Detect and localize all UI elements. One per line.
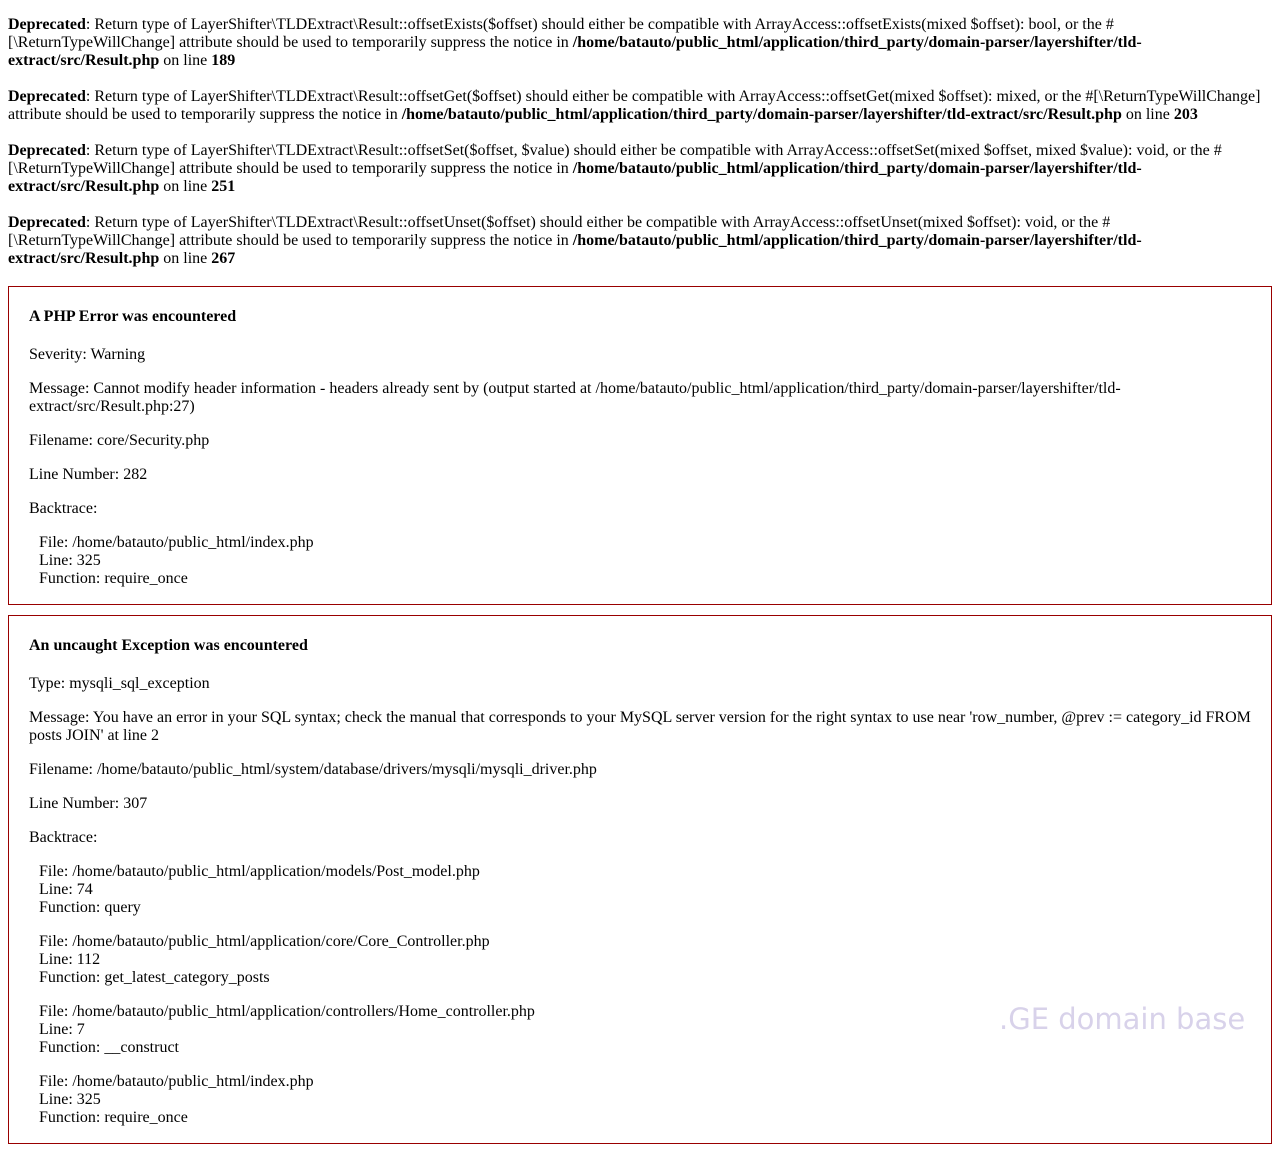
- deprecated-notice: [8, 16, 1272, 70]
- backtrace-function: Function: require_once: [39, 570, 188, 587]
- backtrace-function: Function: get_latest_category_posts: [39, 969, 270, 986]
- backtrace-file: File: /home/batauto/public_html/index.php: [39, 534, 314, 551]
- php-error-box: [8, 286, 1272, 605]
- backtrace-entry: [39, 863, 1251, 917]
- backtrace-entry: [39, 933, 1251, 987]
- deprecated-notice: [8, 214, 1272, 268]
- backtrace-line: Line: 112: [39, 951, 101, 968]
- deprecated-message: : Return type of LayerShifter\TLDExtract\Result::offsetGet($offset) should either be compatible with ArrayAccess::offsetGet(mixed $offset): mixed, or the #[\ReturnTypeWillChange] attribute should be used to temporarily suppress the notice in: [8, 88, 1261, 123]
- php-error-line-number: Line Number: 282: [29, 466, 148, 483]
- exception-title: An uncaught Exception was encountered: [29, 637, 308, 654]
- deprecated-on-line: on line: [159, 178, 212, 195]
- deprecated-message: : Return type of LayerShifter\TLDExtract\Result::offsetExists($offset) should either be compatible with ArrayAccess::offsetExists(mixed $offset): bool, or the #[\ReturnTypeWillChange] attribute should be used to temporarily suppress the notice in: [8, 16, 1114, 51]
- backtrace-file: File: /home/batauto/public_html/application/controllers/Home_controller.php: [39, 1003, 535, 1020]
- deprecated-label: Deprecated: [8, 88, 86, 105]
- deprecated-on-line: on line: [159, 250, 212, 267]
- deprecated-message: : Return type of LayerShifter\TLDExtract\Result::offsetSet($offset, $value) should either be compatible with ArrayAccess::offsetSet(mixed $offset, mixed $value): void, or the #[\ReturnTypeWillChange] attribute should be used to temporarily suppress the notice in: [8, 142, 1222, 177]
- deprecated-on-line: on line: [159, 52, 212, 69]
- backtrace-entry: [39, 1073, 1251, 1127]
- php-error-filename: Filename: core/Security.php: [29, 432, 210, 449]
- backtrace-line: Line: 325: [39, 1091, 101, 1108]
- php-error-severity: Severity: Warning: [29, 346, 146, 363]
- exception-filename: Filename: /home/batauto/public_html/system/database/drivers/mysqli/mysqli_driver.php: [29, 761, 597, 778]
- deprecated-line-number: 203: [1173, 106, 1198, 123]
- backtrace-line: Line: 325: [39, 552, 101, 569]
- backtrace-function: Function: require_once: [39, 1109, 188, 1126]
- backtrace-function: Function: query: [39, 899, 141, 916]
- php-error-title: A PHP Error was encountered: [29, 308, 237, 325]
- deprecated-file-path: /home/batauto/public_html/application/third_party/domain-parser/layershifter/tld-extract/src/Result.php: [8, 160, 1142, 195]
- deprecated-on-line: on line: [1121, 106, 1174, 123]
- deprecated-file-path: /home/batauto/public_html/application/third_party/domain-parser/layershifter/tld-extract/src/Result.php: [8, 232, 1142, 267]
- php-error-backtrace-label: Backtrace:: [29, 500, 98, 517]
- deprecated-message: : Return type of LayerShifter\TLDExtract\Result::offsetUnset($offset) should either be compatible with ArrayAccess::offsetUnset(mixed $offset): void, or the #[\ReturnTypeWillChange] attribute should be used to temporarily suppress the notice in: [8, 214, 1111, 249]
- exception-backtrace-label: Backtrace:: [29, 829, 98, 846]
- deprecated-notice: [8, 142, 1272, 196]
- exception-box: [8, 615, 1272, 1144]
- deprecated-label: Deprecated: [8, 16, 86, 33]
- backtrace-file: File: /home/batauto/public_html/application/core/Core_Controller.php: [39, 933, 490, 950]
- deprecated-line-number: 189: [211, 52, 236, 69]
- deprecated-notice: [8, 88, 1272, 124]
- php-error-message: Message: Cannot modify header information - headers already sent by (output started at /home/batauto/public_html/application/third_party/domain-parser/layershifter/tld-extract/src/Result.php:27): [29, 380, 1121, 415]
- backtrace-function: Function: __construct: [39, 1039, 179, 1056]
- backtrace-line: Line: 7: [39, 1021, 85, 1038]
- exception-line-number: Line Number: 307: [29, 795, 148, 812]
- backtrace-line: Line: 74: [39, 881, 93, 898]
- deprecated-file-path: /home/batauto/public_html/application/third_party/domain-parser/layershifter/tld-extract/src/Result.php: [401, 106, 1122, 123]
- deprecated-line-number: 251: [211, 178, 236, 195]
- deprecated-label: Deprecated: [8, 214, 86, 231]
- backtrace-file: File: /home/batauto/public_html/index.php: [39, 1073, 314, 1090]
- deprecated-line-number: 267: [211, 250, 236, 267]
- deprecated-label: Deprecated: [8, 142, 86, 159]
- watermark-text: .GE domain base: [999, 1002, 1246, 1036]
- exception-message: Message: You have an error in your SQL syntax; check the manual that corresponds to your MySQL server version for the right syntax to use near 'row_number, @prev := category_id FROM posts JOIN' at line 2: [29, 709, 1251, 744]
- backtrace-file: File: /home/batauto/public_html/application/models/Post_model.php: [39, 863, 480, 880]
- exception-type: Type: mysqli_sql_exception: [29, 675, 210, 692]
- deprecated-file-path: /home/batauto/public_html/application/third_party/domain-parser/layershifter/tld-extract/src/Result.php: [8, 34, 1142, 69]
- backtrace-entry: [39, 534, 1251, 588]
